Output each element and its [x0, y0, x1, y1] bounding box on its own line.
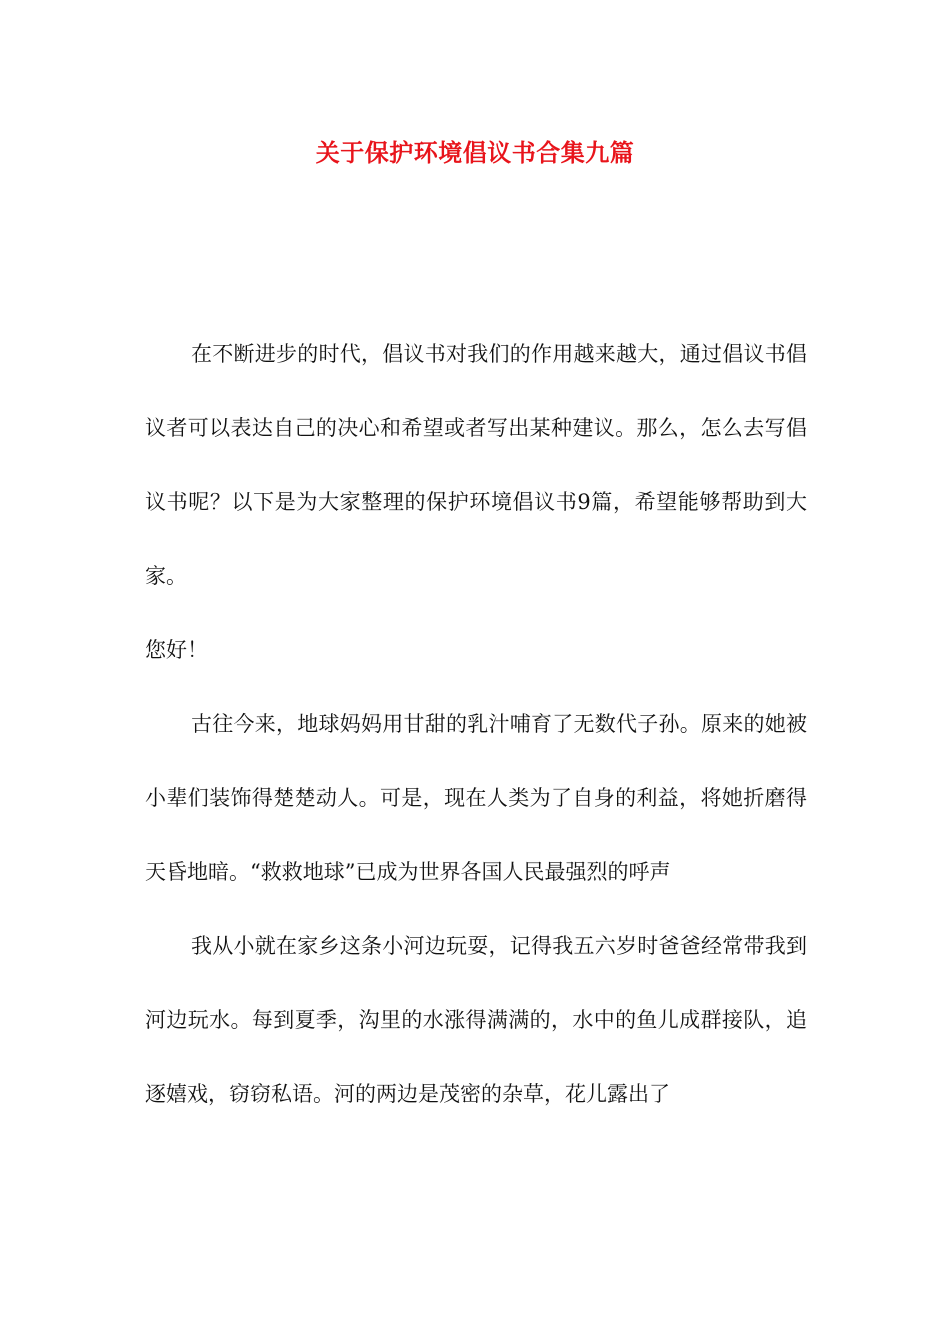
- greeting-paragraph: 您好！: [145, 638, 208, 662]
- document-body: [145, 317, 807, 1131]
- river-paragraph: 我从小就在家乡这条小河边玩耍，记得我五六岁时爸爸经常带我到河边玩水。每到夏季，沟里的水涨得满满的，水中的鱼儿成群接队，追逐嬉戏，窃窃私语。河的两边是茂密的杂草，花儿露出了: [145, 934, 807, 1106]
- document-title: 关于保护环境倡议书合集九篇: [315, 138, 635, 167]
- intro-paragraph: 在不断进步的时代，倡议书对我们的作用越来越大，通过倡议书倡议者可以表达自己的决心和希望或者写出某种建议。那么，怎么去写倡议书呢？以下是为大家整理的保护环境倡议书9篇，希望能够帮助到大家。: [145, 342, 807, 588]
- earth-paragraph: 古往今来，地球妈妈用甘甜的乳汁哺育了无数代子孙。原来的她被小辈们装饰得楚楚动人。可是，现在人类为了自身的利益，将她折磨得天昏地暗。“救救地球”已成为世界各国人民最强烈的呼声: [145, 712, 807, 884]
